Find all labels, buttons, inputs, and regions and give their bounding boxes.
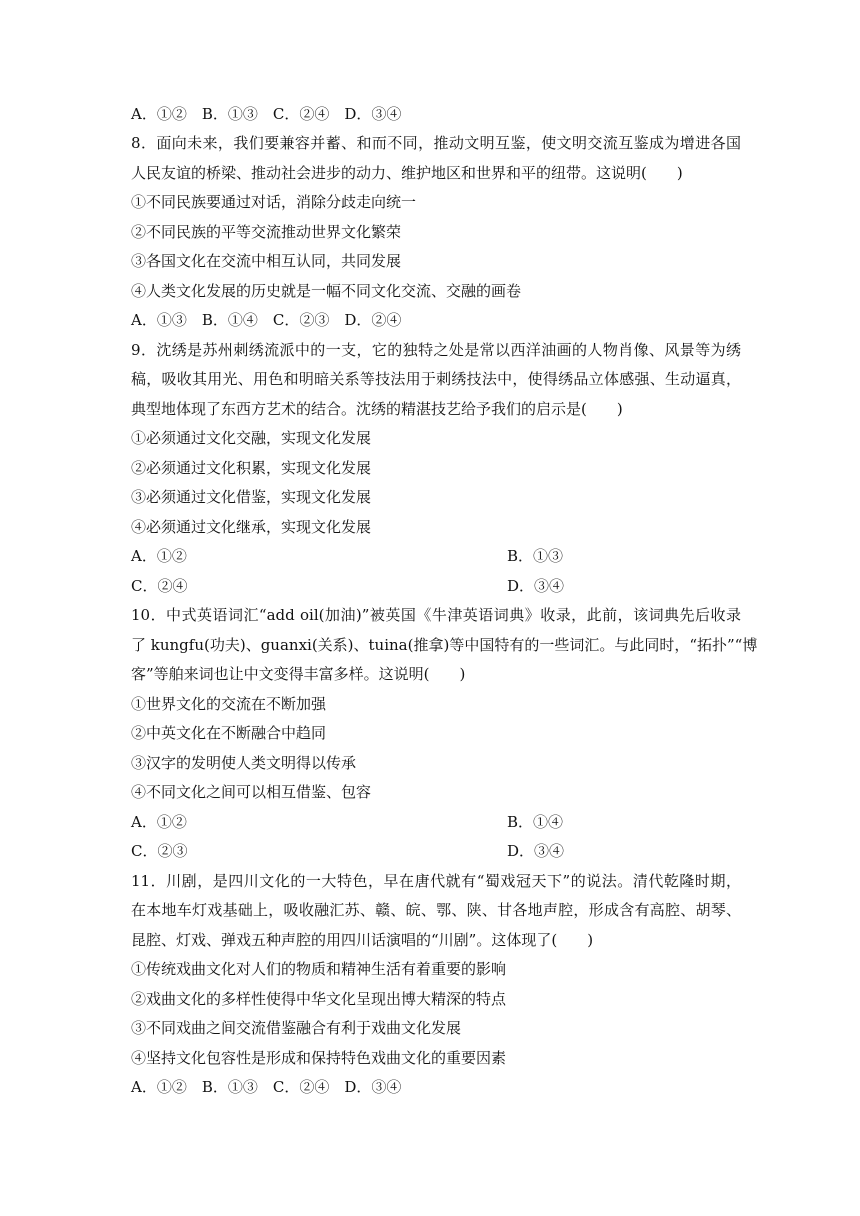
q10-answer-c: C．②③ (131, 842, 188, 860)
q8-option-1: ①不同民族要通过对话，消除分歧走向统一 (131, 193, 417, 211)
q11-option-3: ③不同戏曲之间交流借鉴融合有利于戏曲文化发展 (131, 1019, 462, 1037)
q10-option-2: ②中英文化在不断融合中趋同 (131, 724, 327, 742)
q10-answer-a: A．①② (131, 813, 187, 831)
q8-stem-line-2: 人民友谊的桥梁、推动社会进步的动力、维护地区和世界和平的纽带。这说明( ) (131, 164, 683, 182)
q9-answer-d: D．③④ (507, 577, 565, 595)
q10-option-4: ④不同文化之间可以相互借鉴、包容 (131, 783, 372, 801)
q9-stem-line-1: 9．沈绣是苏州刺绣流派中的一支，它的独特之处是常以西洋油画的人物肖像、风景等为绣 (131, 341, 741, 359)
q9-option-4: ④必须通过文化继承，实现文化发展 (131, 518, 372, 536)
q9-stem-line-2: 稿，吸收其用光、用色和明暗关系等技法用于刺绣技法中，使得绣品立体感强、生动逼真， (131, 370, 741, 388)
q8-answer-options: A．①③ B．①④ C．②③ D．②④ (131, 311, 402, 329)
q9-answer-a: A．①② (131, 547, 187, 565)
q10-answer-b: B．①④ (507, 813, 564, 831)
q8-stem-line-1: 8．面向未来，我们要兼容并蓄、和而不同，推动文明互鉴，使文明交流互鉴成为增进各国 (131, 134, 741, 152)
q11-answer-options: A．①② B．①③ C．②④ D．③④ (131, 1078, 402, 1096)
q9-option-2: ②必须通过文化积累，实现文化发展 (131, 459, 372, 477)
q9-answer-c: C．②④ (131, 577, 188, 595)
q8-option-3: ③各国文化在交流中相互认同，共同发展 (131, 252, 402, 270)
q11-stem-line-3: 昆腔、灯戏、弹戏五种声腔的用四川话演唱的“川剧”。这体现了( ) (131, 931, 594, 949)
q10-stem-line-2: 了 kungfu(功夫)、guanxi(关系)、tuina(推拿)等中国特有的一些词汇。与此同时，“拓扑”“博 (131, 636, 758, 654)
q10-answer-d: D．③④ (507, 842, 565, 860)
q8-option-2: ②不同民族的平等交流推动世界文化繁荣 (131, 223, 402, 241)
q11-option-1: ①传统戏曲文化对人们的物质和精神生活有着重要的影响 (131, 960, 507, 978)
q9-answers-row-2 (131, 576, 741, 596)
q9-stem-line-3: 典型地体现了东西方艺术的结合。沈绣的精湛技艺给予我们的启示是( ) (131, 400, 623, 418)
q10-stem-line-3: 客”等舶来词也让中文变得丰富多样。这说明( ) (131, 665, 466, 683)
q11-stem-line-1: 11．川剧，是四川文化的一大特色，早在唐代就有“蜀戏冠天下”的说法。清代乾隆时期， (131, 872, 741, 890)
q10-option-1: ①世界文化的交流在不断加强 (131, 695, 327, 713)
q9-answer-b: B．①③ (507, 547, 564, 565)
q10-answers-row-1 (131, 812, 741, 832)
q9-answers-row-1 (131, 546, 741, 566)
q11-option-4: ④坚持文化包容性是形成和保持特色戏曲文化的重要因素 (131, 1049, 507, 1067)
q10-answers-row-2 (131, 841, 741, 861)
q11-option-2: ②戏曲文化的多样性使得中华文化呈现出博大精深的特点 (131, 990, 507, 1008)
q9-option-1: ①必须通过文化交融，实现文化发展 (131, 429, 372, 447)
q10-option-3: ③汉字的发明使人类文明得以传承 (131, 754, 357, 772)
q9-option-3: ③必须通过文化借鉴，实现文化发展 (131, 488, 372, 506)
q8-option-4: ④人类文化发展的历史就是一幅不同文化交流、交融的画卷 (131, 282, 522, 300)
q11-stem-line-2: 在本地车灯戏基础上，吸收融汇苏、赣、皖、鄂、陕、甘各地声腔，形成含有高腔、胡琴、 (131, 901, 741, 919)
q10-stem-line-1: 10．中式英语词汇“add oil(加油)”被英国《牛津英语词典》收录，此前，该词典先后收录 (131, 606, 741, 624)
q7-answer-options: A．①② B．①③ C．②④ D．③④ (131, 105, 402, 123)
